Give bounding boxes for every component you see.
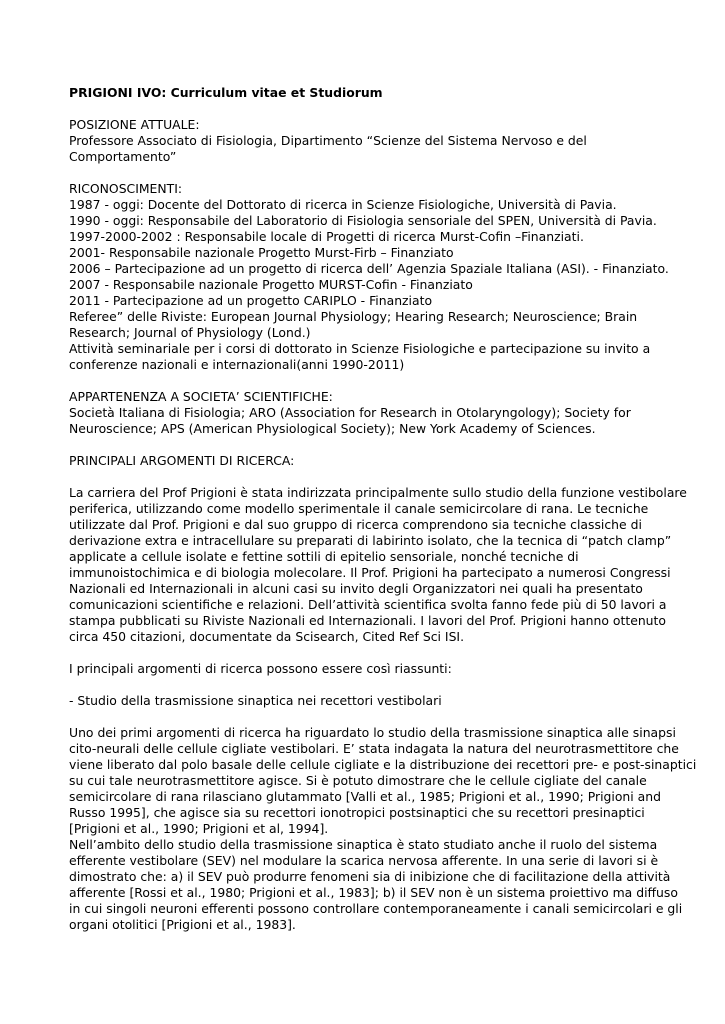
text-line: [Prigioni et al., 1990; Prigioni et al, 1994]. [69, 821, 329, 836]
text-line: semicircolare di rana rilasciano glutammato [Valli et al., 1985; Prigioni et al., 1990; Prigioni and [69, 789, 661, 804]
text-line: Uno dei primi argomenti di ricerca ha riguardato lo studio della trasmissione sinaptica alle sinapsi [69, 725, 676, 740]
text-line: organi otolitici [Prigioni et al., 1983]. [69, 917, 296, 932]
text-line: derivazione extra e intracellulare su preparati di labirinto isolato, che la tecnica di “patch clamp” [69, 533, 672, 548]
text-line: 1990 - oggi: Responsabile del Laboratorio di Fisiologia sensoriale del SPEN, Università di Pavia. [69, 213, 657, 228]
text-line: periferica, utilizzando come modello sperimentale il canale semicircolare di rana. Le tecniche [69, 501, 649, 516]
spacer [69, 469, 669, 485]
spacer [69, 709, 669, 725]
text-line: cito-neurali delle cellule cigliate vestibolari. E’ stata indagata la natura del neurotrasmettitore che [69, 741, 679, 756]
text-line: comunicazioni scientifiche e relazioni. Dell’attività scientifica svolta fanno fede più di 50 lavori a [69, 597, 667, 612]
document-page [69, 85, 697, 933]
spacer [69, 101, 669, 117]
text-line: efferente vestibolare (SEV) nel modulare la scarica nervosa afferente. In una serie di lavori si è [69, 853, 659, 868]
spacer [69, 645, 669, 661]
section-heading-societa: APPARTENENZA A SOCIETA’ SCIENTIFICHE: [69, 389, 333, 404]
section-heading-riconoscimenti: RICONOSCIMENTI: [69, 181, 183, 196]
text-line: Società Italiana di Fisiologia; ARO (Association for Research in Otolaryngology); Society for [69, 405, 631, 420]
research-topic-heading: - Studio della trasmissione sinaptica nei recettori vestibolari [69, 693, 442, 708]
text-line: Professore Associato di Fisiologia, Dipartimento “Scienze del Sistema Nervoso e del [69, 133, 587, 148]
text-line: conferenze nazionali e internazionali(anni 1990-2011) [69, 357, 405, 372]
text-line: Nazionali ed Internazionali in alcuni casi su invito degli Organizzatori nei quali ha presentato [69, 581, 643, 596]
text-line: 1987 - oggi: Docente del Dottorato di ricerca in Scienze Fisiologiche, Università di Pavia. [69, 197, 617, 212]
spacer [69, 437, 669, 453]
section-heading-posizione: POSIZIONE ATTUALE: [69, 117, 200, 132]
text-line: applicate a cellule isolate e fettine sottili di epitelio sensoriale, nonché tecniche di [69, 549, 579, 564]
text-line: viene liberato dal polo basale delle cellule cigliate e la distribuzione dei recettori pre- e post-sinaptici [69, 757, 697, 772]
text-line: 2011 - Partecipazione ad un progetto CARIPLO - Finanziato [69, 293, 433, 308]
text-line: dimostrato che: a) il SEV può produrre fenomeni sia di inibizione che di facilitazione della attività [69, 869, 671, 884]
spacer [69, 677, 669, 693]
text-line: 2007 - Responsabile nazionale Progetto MURST-Cofin - Finanziato [69, 277, 473, 292]
text-line: in cui singoli neuroni efferenti possono controllare contemporaneamente i canali semicircolari e gli [69, 901, 683, 916]
text-line: afferente [Rossi et al., 1980; Prigioni et al., 1983]; b) il SEV non è un sistema proiettivo ma diffuso [69, 885, 678, 900]
text-line: Comportamento” [69, 149, 177, 164]
text-line: Russo 1995], che agisce sia su recettori ionotropici postsinaptici che su recettori presinaptici [69, 805, 645, 820]
text-line: su cui tale neurotrasmettitore agisce. Si è potuto dimostrare che le cellule cigliate del canale [69, 773, 647, 788]
document-title: PRIGIONI IVO: Curriculum vitae et Studiorum [69, 85, 383, 100]
spacer [69, 373, 669, 389]
text-line: Neuroscience; APS (American Physiological Society); New York Academy of Sciences. [69, 421, 596, 436]
text-line: Referee” delle Riviste: European Journal Physiology; Hearing Research; Neuroscience; Brain [69, 309, 638, 324]
text-line: Nell’ambito dello studio della trasmissione sinaptica è stato studiato anche il ruolo del sistema [69, 837, 658, 852]
text-line: immunoistochimica e di biologia molecolare. Il Prof. Prigioni ha partecipato a numerosi Congressi [69, 565, 671, 580]
text-line: 2001- Responsabile nazionale Progetto Murst-Firb – Finanziato [69, 245, 454, 260]
intro-line: I principali argomenti di ricerca possono essere così riassunti: [69, 661, 452, 676]
text-line: La carriera del Prof Prigioni è stata indirizzata principalmente sullo studio della funzione vestibolare [69, 485, 687, 500]
text-line: Research; Journal of Physiology (Lond.) [69, 325, 311, 340]
text-line: 1997-2000-2002 : Responsabile locale di Progetti di ricerca Murst-Cofin –Finanziati. [69, 229, 584, 244]
text-line: circa 450 citazioni, documentate da Scisearch, Cited Ref Sci ISI. [69, 629, 465, 644]
spacer [69, 165, 669, 181]
section-heading-argomenti: PRINCIPALI ARGOMENTI DI RICERCA: [69, 453, 295, 468]
text-line: 2006 – Partecipazione ad un progetto di ricerca dell’ Agenzia Spaziale Italiana (ASI). - Finanziato. [69, 261, 669, 276]
text-line: stampa pubblicati su Riviste Nazionali ed Internazionali. I lavori del Prof. Prigioni hanno ottenuto [69, 613, 666, 628]
text-line: utilizzate dal Prof. Prigioni e dal suo gruppo di ricerca comprendono sia tecniche classiche di [69, 517, 642, 532]
text-line: Attività seminariale per i corsi di dottorato in Scienze Fisiologiche e partecipazione su invito a [69, 341, 651, 356]
